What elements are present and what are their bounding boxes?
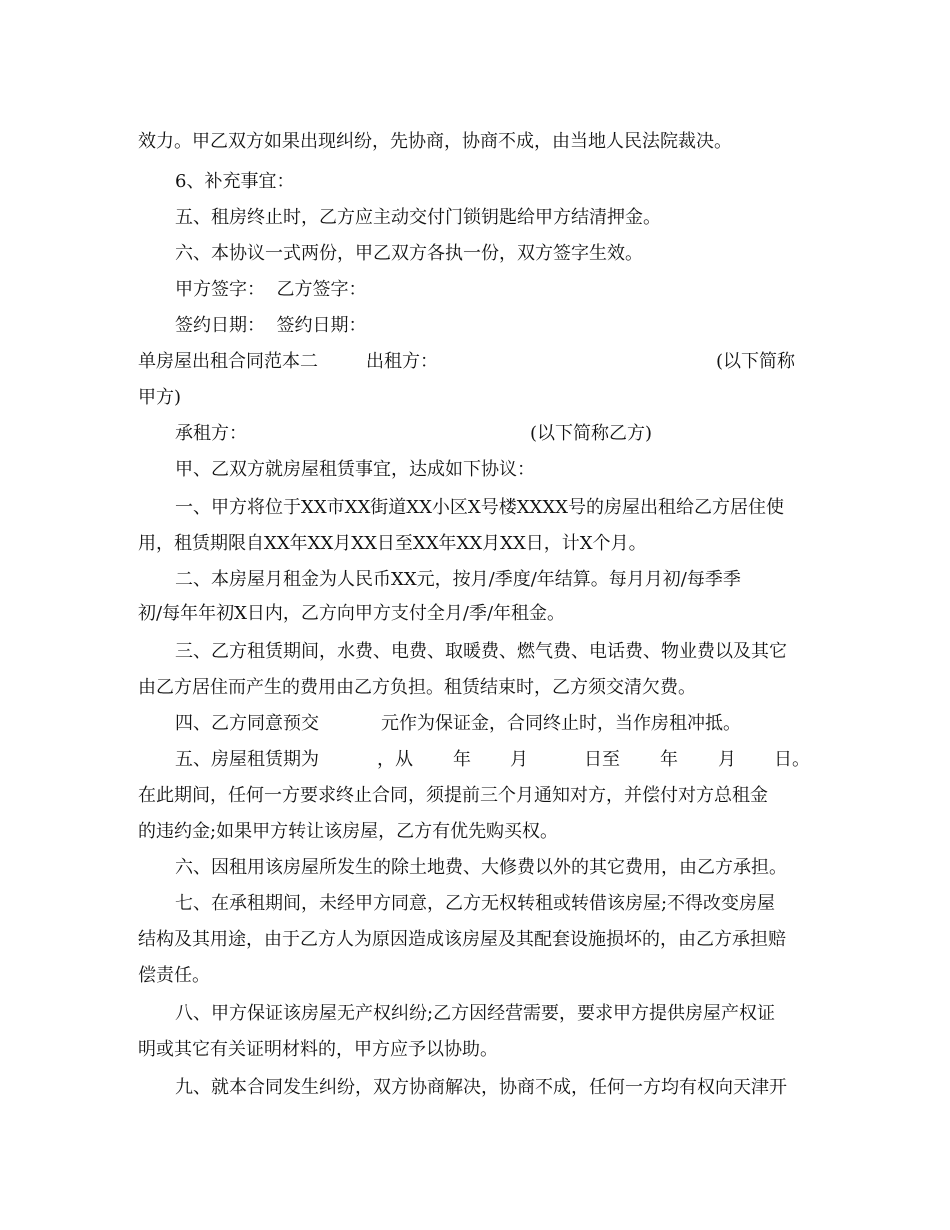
text-line-5: 甲方签字： 乙方签字： (175, 279, 367, 300)
clause-5-line-2: 在此期间，任何一方要求终止合同，须提前三个月通知对方，并偿付对方总租金 (138, 785, 768, 806)
section-title: 单房屋出租合同范本二 (138, 351, 318, 372)
clause-9-line-1: 九、就本合同发生纠纷，双方协商解决，协商不成，任何一方均有权向天津开 (175, 1077, 787, 1098)
text-line-2: 6、补充事宜： (175, 171, 295, 192)
clause-2-line-1: 二、本房屋月租金为人民币XX元，按月/季度/年结算。每月月初/每季季 (175, 569, 741, 590)
lessee-abbrev: (以下简称乙方) (530, 423, 653, 444)
clause-4-end: 元作为保证金，合同终止时，当作房租冲抵。 (381, 713, 741, 734)
clause-6-line-1: 六、因租用该房屋所发生的除土地费、大修费以外的其它费用，由乙方承担。 (175, 857, 787, 878)
clause-5-year-1: 年 (453, 749, 471, 770)
clause-2-line-2: 初/每年年初X日内，乙方向甲方支付全月/季/年租金。 (138, 603, 566, 624)
clause-7-line-2: 结构及其用途，由于乙方人为原因造成该房屋及其配套设施损坏的，由乙方承担赔 (138, 929, 786, 950)
clause-5-day-to: 日至 (584, 749, 620, 770)
text-line-agreement: 甲、乙双方就房屋租赁事宜，达成如下协议： (175, 459, 535, 480)
clause-5-year-2: 年 (660, 749, 678, 770)
clause-7-line-3: 偿责任。 (138, 965, 210, 986)
clause-3-line-2: 由乙方居住而产生的费用由乙方负担。租赁结束时，乙方须交清欠费。 (138, 677, 696, 698)
lessor-abbrev: (以下简称 (716, 351, 796, 372)
lessor-label: 出租方： (366, 351, 438, 372)
clause-8-line-2: 明或其它有关证明材料的，甲方应予以协助。 (138, 1039, 498, 1060)
clause-1-line-2: 用，租赁期限自XX年XX月XX日至XX年XX月XX日，计X个月。 (138, 533, 647, 554)
text-line-1: 效力。甲乙双方如果出现纠纷，先协商，协商不成，由当地人民法院裁决。 (138, 131, 732, 152)
clause-3-line-1: 三、乙方租赁期间，水费、电费、取暖费、燃气费、电话费、物业费以及其它 (175, 641, 787, 662)
clause-1-line-1: 一、甲方将位于XX市XX街道XX小区X号楼XXXX号的房屋出租给乙方居住使 (175, 497, 784, 518)
text-line-3: 五、租房终止时，乙方应主动交付门锁钥匙给甲方结清押金。 (175, 207, 661, 228)
clause-5-line-3: 的违约金;如果甲方转让该房屋，乙方有优先购买权。 (138, 821, 559, 842)
text-line-party-a: 甲方) (138, 387, 182, 408)
clause-5-month-1: 月 (510, 749, 528, 770)
clause-5-day-end: 日。 (774, 749, 810, 770)
clause-4-start: 四、乙方同意预交 (175, 713, 319, 734)
clause-5-month-2: 月 (718, 749, 736, 770)
clause-7-line-1: 七、在承租期间，未经甲方同意，乙方无权转租或转借该房屋;不得改变房屋 (175, 893, 776, 914)
clause-5-start: 五、房屋租赁期为 (175, 749, 319, 770)
clause-8-line-1: 八、甲方保证该房屋无产权纠纷;乙方因经营需要，要求甲方提供房屋产权证 (175, 1003, 776, 1024)
clause-5-from: ，从 (377, 749, 413, 770)
text-line-6: 签约日期： 签约日期： (175, 315, 367, 336)
text-line-4: 六、本协议一式两份，甲乙双方各执一份，双方签字生效。 (175, 243, 643, 264)
lessee-label: 承租方： (175, 423, 247, 444)
